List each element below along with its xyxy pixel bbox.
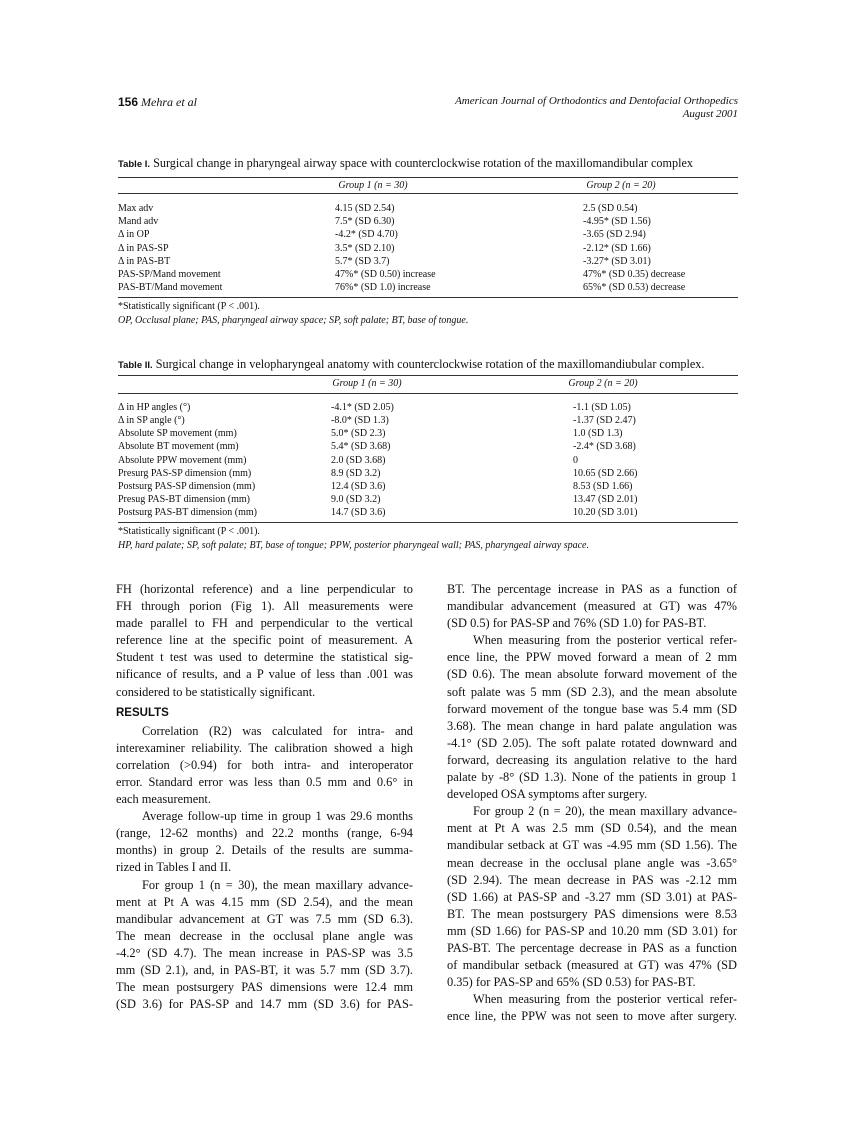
text-line: considered to be statistically significant. <box>116 684 316 699</box>
text-line: (SD 0.5) for PAS-SP and 76% (SD 1.0) for PAS-BT. <box>447 616 707 631</box>
text-line: mm (SD 2.1), and, in PAS-BT, it was 5.7 mm (SD 3.7). <box>116 962 413 977</box>
group2-value: 2.5 (SD 0.54) <box>583 203 638 214</box>
table-row <box>118 401 738 414</box>
table-row <box>118 242 738 255</box>
table-row <box>118 202 738 215</box>
table-row <box>118 255 738 268</box>
group1-value: 5.4* (SD 3.68) <box>331 441 391 453</box>
table2-col-group2: Group 2 (n = 20) <box>568 378 638 389</box>
table1-top-rule <box>118 177 738 178</box>
text-line: reference line at the specific point of measurement. A <box>116 633 413 648</box>
group1-value: -8.0* (SD 1.3) <box>331 415 389 427</box>
table-row <box>118 506 738 519</box>
row-label: Postsurg PAS-BT dimension (mm) <box>118 507 258 519</box>
table2-top-rule <box>118 375 738 376</box>
text-line: BT. The mean postsurgery PAS dimensions were 8.53 <box>447 906 737 921</box>
table2-col-group1: Group 1 (n = 30) <box>332 378 402 389</box>
table-row <box>118 493 738 506</box>
group2-value: -1.1 (SD 1.05) <box>573 402 631 413</box>
body-right-column <box>447 581 737 1025</box>
group1-value: 47%* (SD 0.50) increase <box>335 269 436 280</box>
table-row <box>118 268 738 281</box>
body-left-column <box>116 581 413 1013</box>
row-label: Δ in PAS-SP <box>118 242 169 254</box>
journal-name: American Journal of Orthodontics and Dentofacial Orthopedics <box>455 95 738 107</box>
group2-value: -1.37 (SD 2.47) <box>573 415 636 427</box>
text-line: each measurement. <box>116 792 211 807</box>
text-line: BT. The percentage increase in PAS as a function of <box>447 582 737 596</box>
row-label: Absolute PPW movement (mm) <box>118 454 247 466</box>
group2-value: 13.47 (SD 2.01) <box>573 494 638 506</box>
group1-value: 2.0 (SD 3.68) <box>331 454 386 466</box>
text-line: -4.2° (SD 4.7). The mean increase in PAS-SP was 3.5 <box>116 945 413 960</box>
table1-col-group2: Group 2 (n = 20) <box>586 180 656 191</box>
group2-value: -2.4* (SD 3.68) <box>573 441 636 453</box>
text-line: developed OSA symptoms after surgery. <box>447 787 648 802</box>
text-line: For group 1 (n = 30), the mean maxillary advance- <box>142 877 413 892</box>
group1-value: -4.1* (SD 2.05) <box>331 402 394 413</box>
row-label: Presug PAS-BT dimension (mm) <box>118 494 250 506</box>
group1-value: 14.7 (SD 3.6) <box>331 507 386 519</box>
table1-label: Table I. <box>118 159 151 170</box>
group2-value: -4.95* (SD 1.56) <box>583 216 651 228</box>
table2-header-rule <box>118 393 738 394</box>
running-header-right <box>455 95 738 121</box>
text-line: (SD 0.6). The mean absolute forward movement of the <box>447 667 737 682</box>
group2-value: 1.0 (SD 1.3) <box>573 428 623 440</box>
table1-note-significance: *Statistically significant (P < .001). <box>118 301 260 312</box>
text-line: 3.68). The mean change in hard palate angulation was <box>447 718 737 733</box>
text-line: made parallel to FH and perpendicular to the vertical <box>116 616 413 631</box>
text-line: FH (horizontal reference) and a line perpendicular to <box>116 582 413 596</box>
text-line: 0.35) for PAS-SP and 65% (SD 0.53) for PAS-BT. <box>447 975 696 990</box>
group1-value: 9.0 (SD 3.2) <box>331 494 381 506</box>
section-heading: RESULTS <box>116 706 169 719</box>
table-row <box>118 440 738 453</box>
text-line: rized in Tables I and II. <box>116 860 232 875</box>
text-line: forward movement of the tongue base was 5.4 mm (SD <box>447 701 737 716</box>
text-line: months) in group 2. Details of the results are summa- <box>116 843 413 858</box>
table2-note-significance: *Statistically significant (P < .001). <box>118 526 260 537</box>
text-line: nificance of results, and a P value of less than .001 was <box>116 667 413 682</box>
table-row <box>118 414 738 427</box>
table1-header-rule <box>118 193 738 194</box>
table1-note-abbrev: OP, Occlusal plane; PAS, pharyngeal airway space; SP, soft palate; BT, base of tongue. <box>118 315 469 326</box>
text-line: interexaminer reliability. The calibration showed a high <box>116 740 413 755</box>
group2-value: -3.65 (SD 2.94) <box>583 229 646 241</box>
table-row <box>118 228 738 241</box>
text-line: Student t test was used to determine the statistical sig- <box>116 650 413 665</box>
group2-value: 10.20 (SD 3.01) <box>573 507 638 519</box>
group2-value: 65%* (SD 0.53) decrease <box>583 282 686 294</box>
table-row <box>118 480 738 493</box>
text-line: For group 2 (n = 20), the mean maxillary advance- <box>473 804 737 819</box>
text-line: error. Standard error was less than 0.5 mm and 0.6° in <box>116 774 413 789</box>
row-label: Max adv <box>118 203 154 214</box>
group2-value: 10.65 (SD 2.66) <box>573 467 638 479</box>
row-label: Δ in PAS-BT <box>118 255 171 267</box>
text-line: The mean postsurgery PAS dimensions were 12.4 mm <box>116 980 413 995</box>
text-line: Average follow-up time in group 1 was 29.6 months <box>142 809 413 824</box>
group2-value: 0 <box>573 454 578 466</box>
text-line: (range, 12-62 months) and 22.2 months (range, 6-94 <box>116 826 413 841</box>
table1-col-group1: Group 1 (n = 30) <box>338 180 408 191</box>
text-line: The mean decrease in the occlusal plane angle was <box>116 928 413 943</box>
text-line: PAS-BT. The percentage decrease in PAS as a function <box>447 940 737 955</box>
group1-value: 76%* (SD 1.0) increase <box>335 282 431 294</box>
row-label: Δ in OP <box>118 229 150 241</box>
row-label: Presurg PAS-SP dimension (mm) <box>118 467 252 479</box>
text-line: forward, decreasing its angulation relative to the hard <box>447 752 737 767</box>
text-line: of mandibular setback (measured at GT) was 47% (SD <box>447 958 737 973</box>
group1-value: 8.9 (SD 3.2) <box>331 467 381 479</box>
table-row <box>118 427 738 440</box>
page-number: 156 <box>118 95 139 109</box>
text-line: ment at Pt A was 4.15 mm (SD 2.54), and the mean <box>116 894 413 909</box>
group1-value: 5.7* (SD 3.7) <box>335 255 390 267</box>
table-row <box>118 281 738 294</box>
text-line: When measuring from the posterior vertical refer- <box>473 633 737 648</box>
table1-title: Surgical change in pharyngeal airway space with counterclockwise rotation of the maxillomandibular complex <box>150 156 693 170</box>
group1-value: 7.5* (SD 6.30) <box>335 216 395 228</box>
group1-value: 5.0* (SD 2.3) <box>331 428 386 440</box>
row-label: Absolute BT movement (mm) <box>118 441 239 453</box>
group2-value: 8.53 (SD 1.66) <box>573 480 633 492</box>
text-line: FH through porion (Fig 1). All measurements were <box>116 599 413 614</box>
text-line: soft palate was 5 mm (SD 2.3), and the mean absolute <box>447 684 737 699</box>
table-row <box>118 454 738 467</box>
table-row <box>118 215 738 228</box>
running-header-left <box>118 95 197 110</box>
text-line: When measuring from the posterior vertical refer- <box>473 992 737 1007</box>
text-line: mandibular advancement (measured at GT) was 47% <box>447 599 737 614</box>
text-line: ment at Pt A was 2.5 mm (SD 0.54), and the mean <box>447 821 737 836</box>
table2-label: Table II. <box>118 360 153 371</box>
row-label: PAS-SP/Mand movement <box>118 269 221 280</box>
row-label: Δ in HP angles (°) <box>118 402 191 413</box>
group1-value: -4.2* (SD 4.70) <box>335 229 398 241</box>
text-line: ence line, the PPW moved forward a mean of 2 mm <box>447 650 737 665</box>
group1-value: 12.4 (SD 3.6) <box>331 480 386 492</box>
group1-value: 3.5* (SD 2.10) <box>335 242 395 254</box>
row-label: Absolute SP movement (mm) <box>118 428 237 440</box>
issue-date: August 2001 <box>682 108 738 120</box>
text-line: mean decrease in the occlusal plane angle was -3.65° <box>447 855 737 870</box>
text-line: mandibular advancement at GT was 7.5 mm (SD 6.3). <box>116 911 413 926</box>
row-label: PAS-BT/Mand movement <box>118 282 223 294</box>
text-line: -4.1° (SD 2.05). The soft palate rotated downward and <box>447 735 737 750</box>
text-line: palate by -8° (SD 1.3). None of the patients in group 1 <box>447 770 737 785</box>
table2-caption <box>118 357 704 372</box>
group2-value: 47%* (SD 0.35) decrease <box>583 269 686 280</box>
table2-title: Surgical change in velopharyngeal anatomy with counterclockwise rotation of the maxillomandiubular complex. <box>152 357 705 371</box>
table-row <box>118 467 738 480</box>
row-label: Mand adv <box>118 216 159 228</box>
group1-value: 4.15 (SD 2.54) <box>335 203 395 214</box>
table1-caption <box>118 156 693 171</box>
authors: Mehra et al <box>141 95 198 109</box>
row-label: Postsurg PAS-SP dimension (mm) <box>118 480 256 492</box>
text-line: correlation (>0.94) for both intra- and interoperator <box>116 757 413 772</box>
text-line: ence line, the PPW was not seen to move after surgery. <box>447 1009 737 1024</box>
table2-note-abbrev: HP, hard palate; SP, soft palate; BT, base of tongue; PPW, posterior pharyngeal wall; PAS, pharyngeal airway space. <box>118 540 589 551</box>
group2-value: -3.27* (SD 3.01) <box>583 255 651 267</box>
row-label: Δ in SP angle (°) <box>118 415 185 427</box>
text-line: mandibular setback at GT was -4.95 mm (SD 1.56). The <box>447 838 737 853</box>
table2-bottom-rule <box>118 522 738 523</box>
text-line: mm (SD 1.66) for PAS-SP and 10.20 mm (SD 3.01) for <box>447 923 737 938</box>
text-line: (SD 3.6) for PAS-SP and 14.7 mm (SD 3.6) for PAS- <box>116 997 413 1012</box>
text-line: Correlation (R2) was calculated for intra- and <box>142 723 413 738</box>
group2-value: -2.12* (SD 1.66) <box>583 242 651 254</box>
text-line: (SD 1.66) at PAS-SP and -3.27 mm (SD 3.01) at PAS- <box>447 889 737 904</box>
text-line: (SD 2.94). The mean decrease in PAS was -2.12 mm <box>447 872 737 887</box>
table1-bottom-rule <box>118 297 738 298</box>
